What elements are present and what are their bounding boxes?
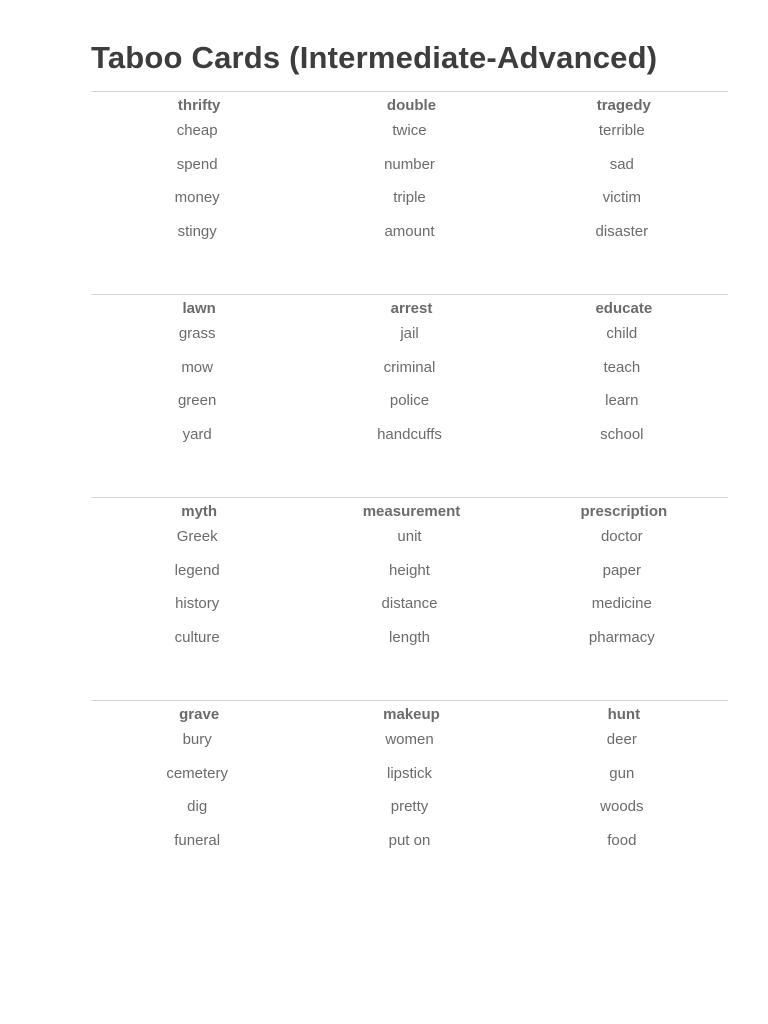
taboo-word-list — [166, 731, 228, 865]
taboo-word: pharmacy — [588, 628, 655, 646]
taboo-word: police — [389, 392, 430, 409]
taboo-card — [303, 295, 515, 497]
taboo-word: culture — [174, 628, 220, 646]
taboo-word-list — [175, 122, 220, 256]
taboo-card — [91, 701, 303, 903]
taboo-word: cemetery — [166, 764, 228, 782]
taboo-card — [516, 92, 728, 294]
taboo-card — [91, 92, 303, 294]
taboo-word: unit — [397, 528, 422, 545]
taboo-word: mow — [181, 358, 213, 376]
taboo-card — [303, 701, 515, 903]
card-word: thrifty — [177, 97, 221, 114]
taboo-word: dig — [187, 798, 208, 815]
taboo-word-list — [382, 528, 438, 662]
taboo-word: gun — [609, 764, 635, 782]
taboo-word-list — [385, 731, 433, 865]
card-row — [91, 91, 728, 294]
taboo-card — [91, 498, 303, 700]
taboo-word: women — [385, 731, 434, 748]
taboo-word-list — [178, 325, 216, 459]
taboo-word: medicine — [591, 595, 652, 612]
card-word: tragedy — [596, 97, 651, 114]
taboo-word: triple — [393, 189, 426, 206]
taboo-card — [303, 92, 515, 294]
taboo-word-list — [384, 122, 435, 256]
card-word: educate — [595, 300, 653, 317]
taboo-word: pretty — [390, 798, 429, 815]
taboo-word: height — [389, 561, 430, 579]
card-row — [91, 700, 728, 903]
taboo-word: amount — [384, 222, 435, 240]
taboo-word: grass — [178, 325, 216, 342]
taboo-word: green — [177, 392, 217, 409]
taboo-word: legend — [174, 561, 220, 579]
taboo-word: food — [607, 831, 637, 849]
taboo-card — [91, 295, 303, 497]
taboo-word: funeral — [174, 831, 221, 849]
taboo-word: terrible — [598, 122, 645, 139]
taboo-card — [516, 701, 728, 903]
taboo-card — [516, 295, 728, 497]
card-word: prescription — [580, 503, 668, 520]
taboo-word: stingy — [177, 222, 217, 240]
taboo-word-list — [589, 528, 655, 662]
taboo-word-list — [175, 528, 220, 662]
taboo-word: school — [600, 425, 644, 443]
taboo-word: disaster — [595, 222, 649, 240]
card-word: grave — [179, 706, 220, 723]
taboo-word: Greek — [176, 528, 218, 545]
page-title: Taboo Cards (Intermediate-Advanced) — [91, 40, 658, 75]
taboo-word: distance — [381, 595, 438, 612]
taboo-word: length — [389, 628, 430, 646]
taboo-word: child — [606, 325, 638, 342]
taboo-word-list — [377, 325, 442, 459]
taboo-card — [516, 498, 728, 700]
taboo-word: paper — [602, 561, 641, 579]
card-word: makeup — [383, 706, 440, 723]
taboo-card-grid — [91, 91, 728, 903]
taboo-word: handcuffs — [377, 425, 442, 443]
taboo-word: sad — [609, 155, 634, 173]
card-word: hunt — [607, 706, 641, 723]
taboo-word: lipstick — [386, 764, 432, 782]
taboo-word-list — [600, 731, 643, 865]
card-word: measurement — [362, 503, 461, 520]
taboo-card — [303, 498, 515, 700]
taboo-word: put on — [388, 831, 431, 849]
taboo-word: jail — [400, 325, 419, 342]
taboo-word-list — [596, 122, 649, 256]
taboo-word: history — [175, 595, 220, 612]
taboo-word: bury — [182, 731, 212, 748]
card-row — [91, 294, 728, 497]
taboo-word: learn — [605, 392, 639, 409]
card-word: double — [386, 97, 437, 114]
taboo-word-list — [600, 325, 643, 459]
taboo-word: number — [384, 155, 435, 173]
card-word: myth — [181, 503, 218, 520]
card-row — [91, 497, 728, 700]
taboo-word: doctor — [600, 528, 643, 545]
taboo-word: deer — [606, 731, 637, 748]
taboo-word: criminal — [383, 358, 436, 376]
taboo-word: twice — [392, 122, 427, 139]
taboo-word: teach — [603, 358, 641, 376]
taboo-word: woods — [600, 798, 644, 815]
taboo-word: money — [174, 189, 220, 206]
card-word: arrest — [390, 300, 433, 317]
taboo-word: spend — [176, 155, 218, 173]
taboo-word: cheap — [176, 122, 218, 139]
taboo-word: yard — [182, 425, 212, 443]
taboo-word: victim — [602, 189, 641, 206]
card-word: lawn — [182, 300, 216, 317]
